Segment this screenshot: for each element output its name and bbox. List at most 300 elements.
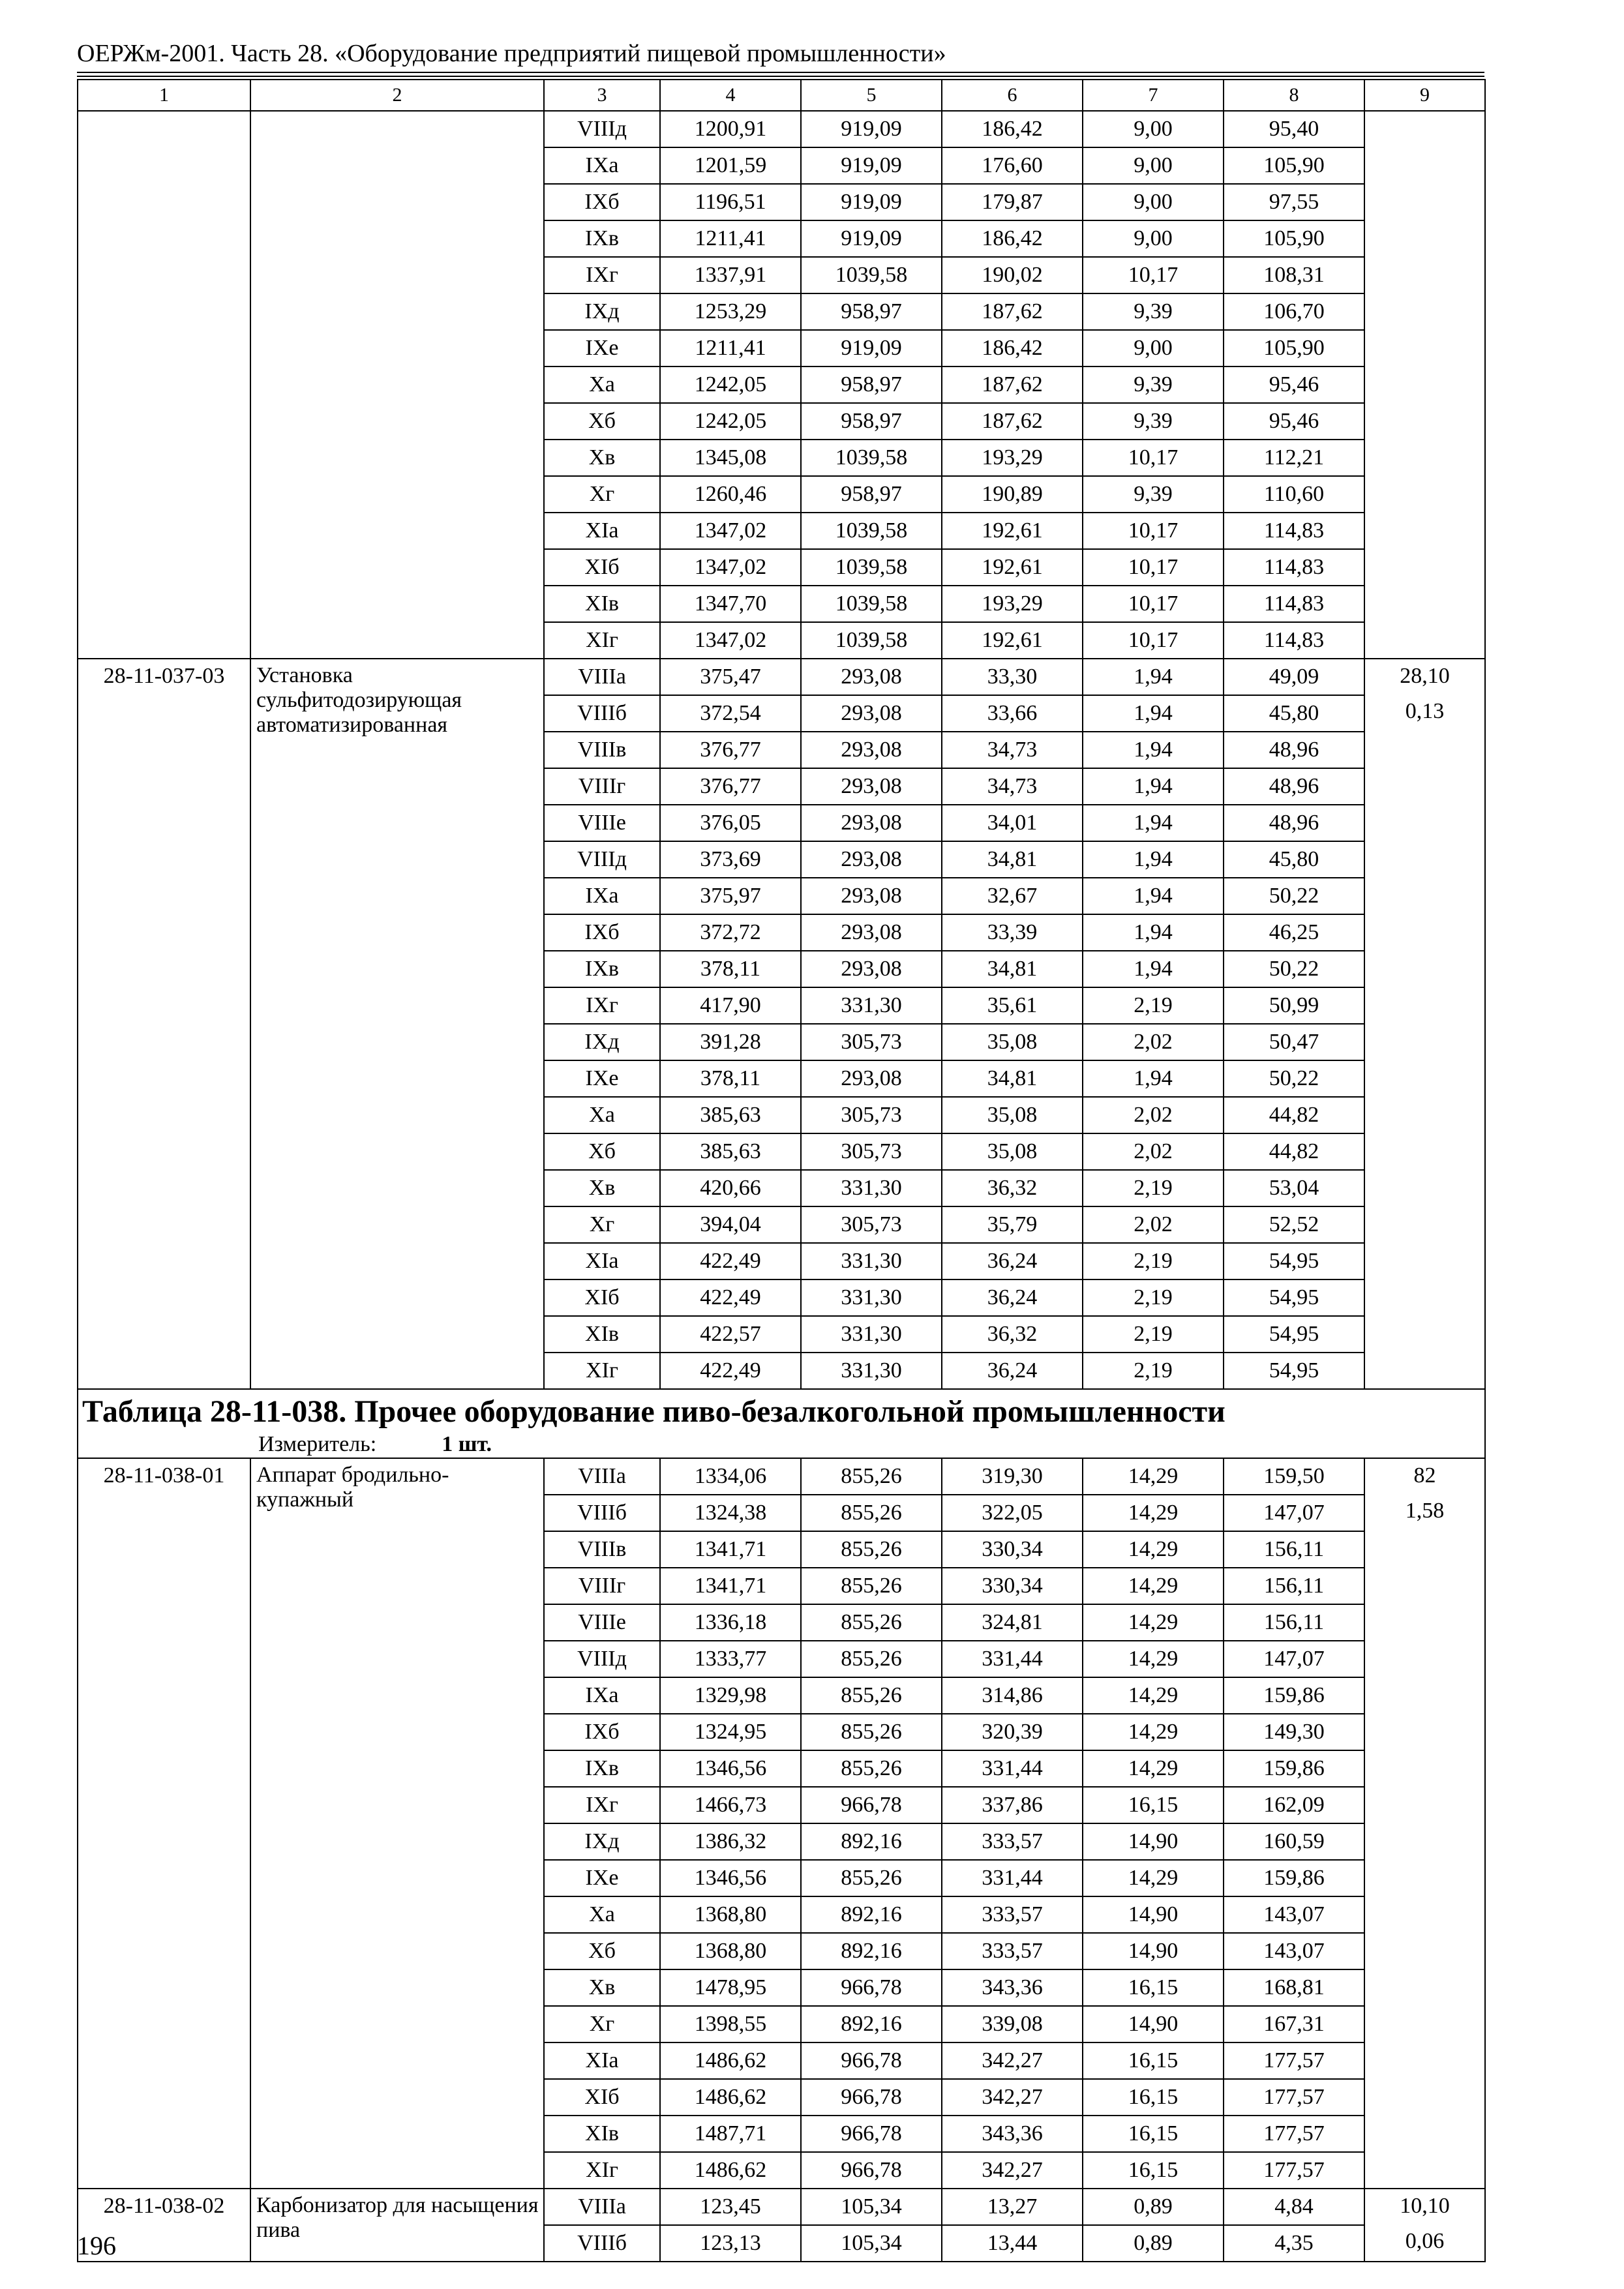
driver-wages-cell: 10,17 [1083,549,1224,586]
wages-cell: 855,26 [801,1750,942,1787]
total-cost-cell: 1200,91 [660,111,801,147]
wages-cell: 105,34 [801,2189,942,2225]
zone-cell: IXд [544,293,660,330]
wages-cell: 305,73 [801,1133,942,1170]
zone-cell: Xб [544,1133,660,1170]
wages-cell: 919,09 [801,330,942,367]
total-cost-cell: 1341,71 [660,1568,801,1604]
column-number: 5 [801,80,942,111]
total-cost-cell: 376,05 [660,805,801,841]
machine-cost-cell: 36,24 [942,1353,1083,1389]
machinist-hours [1365,147,1484,182]
wages-cell: 305,73 [801,1097,942,1133]
materials-cell: 159,86 [1224,1750,1364,1787]
materials-cell: 44,82 [1224,1133,1364,1170]
page-number: 196 [77,2231,116,2260]
labor-cell [1364,2189,1485,2262]
wages-cell: 855,26 [801,1641,942,1677]
wages-cell: 966,78 [801,1787,942,1823]
materials-cell: 177,57 [1224,2079,1364,2116]
materials-cell: 50,47 [1224,1024,1364,1060]
machine-cost-cell: 187,62 [942,367,1083,403]
total-cost-cell: 376,77 [660,768,801,805]
driver-wages-cell: 1,94 [1083,732,1224,768]
column-number: 9 [1364,80,1485,111]
driver-wages-cell: 16,15 [1083,2079,1224,2116]
meter-line [82,1431,1481,1458]
wages-cell: 331,30 [801,1279,942,1316]
wages-cell: 958,97 [801,293,942,330]
materials-cell: 147,07 [1224,1641,1364,1677]
zone-cell: IXе [544,1060,660,1097]
driver-wages-cell: 9,39 [1083,367,1224,403]
meter-value: 1 шт. [442,1432,492,1456]
column-number: 1 [78,80,250,111]
zone-cell: IXв [544,220,660,257]
total-cost-cell: 1386,32 [660,1823,801,1860]
materials-cell: 54,95 [1224,1243,1364,1279]
driver-wages-cell: 14,90 [1083,1896,1224,1933]
materials-cell: 48,96 [1224,768,1364,805]
table-title: Таблица 28-11-038. Прочее оборудование пиво-безалкогольной промышленности [82,1394,1226,1429]
materials-cell: 95,46 [1224,367,1364,403]
wages-cell: 966,78 [801,2116,942,2152]
column-number: 6 [942,80,1083,111]
materials-cell: 110,60 [1224,476,1364,513]
driver-wages-cell: 14,90 [1083,1933,1224,1969]
materials-cell: 97,55 [1224,184,1364,220]
item-name: Карбонизатор для насыщения пива [250,2189,544,2262]
zone-cell: Xб [544,1933,660,1969]
total-cost-cell: 417,90 [660,987,801,1024]
machine-cost-cell: 331,44 [942,1750,1083,1787]
total-cost-cell: 1196,51 [660,184,801,220]
total-cost-cell: 1211,41 [660,330,801,367]
materials-cell: 50,22 [1224,878,1364,914]
machinist-hours: 0,13 [1405,699,1445,723]
materials-cell: 4,84 [1224,2189,1364,2225]
total-cost-cell: 1486,62 [660,2042,801,2079]
zone-cell: XIб [544,1279,660,1316]
driver-wages-cell: 2,02 [1083,1097,1224,1133]
materials-cell: 105,90 [1224,330,1364,367]
materials-cell: 54,95 [1224,1279,1364,1316]
labor-hours: 28,10 [1400,664,1450,688]
materials-cell: 159,86 [1224,1677,1364,1714]
materials-cell: 48,96 [1224,805,1364,841]
materials-cell: 49,09 [1224,659,1364,695]
total-cost-cell: 422,49 [660,1243,801,1279]
rates-table [77,79,1486,2262]
driver-wages-cell: 14,29 [1083,1750,1224,1787]
materials-cell: 143,07 [1224,1933,1364,1969]
machine-cost-cell: 190,02 [942,257,1083,293]
wages-cell: 293,08 [801,1060,942,1097]
total-cost-cell: 422,57 [660,1316,801,1353]
zone-cell: IXг [544,1787,660,1823]
wages-cell: 855,26 [801,1458,942,1495]
zone-cell: XIб [544,2079,660,2116]
machine-cost-cell: 33,66 [942,695,1083,732]
zone-cell: IXд [544,1024,660,1060]
machine-cost-cell: 186,42 [942,220,1083,257]
materials-cell: 44,82 [1224,1097,1364,1133]
driver-wages-cell: 9,00 [1083,111,1224,147]
total-cost-cell: 378,11 [660,951,801,987]
machinist-hours: 0,06 [1405,2229,1445,2253]
total-cost-cell: 422,49 [660,1353,801,1389]
machine-cost-cell: 179,87 [942,184,1083,220]
wages-cell: 1039,58 [801,440,942,476]
driver-wages-cell: 2,19 [1083,1279,1224,1316]
wages-cell: 855,26 [801,1677,942,1714]
machine-cost-cell: 322,05 [942,1495,1083,1531]
page-header: ОЕРЖм-2001. Часть 28. «Оборудование предприятий пищевой промышленности» [77,40,946,67]
item-code: 28-11-037-03 [78,659,250,1389]
materials-cell: 50,99 [1224,987,1364,1024]
materials-cell: 114,83 [1224,586,1364,622]
wages-cell: 966,78 [801,2079,942,2116]
driver-wages-cell: 2,02 [1083,1206,1224,1243]
machine-cost-cell: 342,27 [942,2042,1083,2079]
machine-cost-cell: 343,36 [942,2116,1083,2152]
total-cost-cell: 1334,06 [660,1458,801,1495]
zone-cell: VIIIб [544,1495,660,1531]
wages-cell: 293,08 [801,732,942,768]
zone-cell: VIIIд [544,841,660,878]
driver-wages-cell: 14,90 [1083,1823,1224,1860]
driver-wages-cell: 1,94 [1083,841,1224,878]
machine-cost-cell: 190,89 [942,476,1083,513]
zone-cell: IXв [544,951,660,987]
wages-cell: 966,78 [801,2042,942,2079]
wages-cell: 331,30 [801,1353,942,1389]
materials-cell: 114,83 [1224,513,1364,549]
machine-cost-cell: 192,61 [942,622,1083,659]
machine-cost-cell: 34,73 [942,732,1083,768]
materials-cell: 167,31 [1224,2006,1364,2042]
materials-cell: 168,81 [1224,1969,1364,2006]
wages-cell: 855,26 [801,1531,942,1568]
zone-cell: IXб [544,1714,660,1750]
driver-wages-cell: 1,94 [1083,951,1224,987]
labor-cell [1364,659,1485,1389]
materials-cell: 108,31 [1224,257,1364,293]
zone-cell: Xг [544,2006,660,2042]
machine-cost-cell: 331,44 [942,1641,1083,1677]
driver-wages-cell: 14,29 [1083,1641,1224,1677]
wages-cell: 293,08 [801,659,942,695]
wages-cell: 293,08 [801,805,942,841]
materials-cell: 147,07 [1224,1495,1364,1531]
driver-wages-cell: 9,00 [1083,220,1224,257]
machine-cost-cell: 32,67 [942,878,1083,914]
zone-cell: VIIIв [544,732,660,768]
wages-cell: 1039,58 [801,549,942,586]
zone-cell: XIв [544,2116,660,2152]
total-cost-cell: 385,63 [660,1097,801,1133]
driver-wages-cell: 1,94 [1083,1060,1224,1097]
wages-cell: 919,09 [801,184,942,220]
machine-cost-cell: 337,86 [942,1787,1083,1823]
machine-cost-cell: 35,61 [942,987,1083,1024]
zone-cell: Xа [544,1896,660,1933]
machine-cost-cell: 186,42 [942,111,1083,147]
driver-wages-cell: 14,29 [1083,1495,1224,1531]
total-cost-cell: 385,63 [660,1133,801,1170]
zone-cell: XIв [544,1316,660,1353]
wages-cell: 293,08 [801,768,942,805]
zone-cell: VIIIб [544,695,660,732]
wages-cell: 1039,58 [801,257,942,293]
total-cost-cell: 1478,95 [660,1969,801,2006]
total-cost-cell: 378,11 [660,1060,801,1097]
driver-wages-cell: 10,17 [1083,513,1224,549]
machine-cost-cell: 13,27 [942,2189,1083,2225]
driver-wages-cell: 2,02 [1083,1024,1224,1060]
zone-cell: IXа [544,878,660,914]
labor-hours: 82 [1413,1463,1436,1488]
zone-cell: XIг [544,2152,660,2189]
materials-cell: 106,70 [1224,293,1364,330]
total-cost-cell: 1486,62 [660,2152,801,2189]
item-name [250,111,544,659]
column-number: 8 [1224,80,1364,111]
zone-cell: XIа [544,513,660,549]
materials-cell: 95,40 [1224,111,1364,147]
machine-cost-cell: 34,81 [942,951,1083,987]
table-row [78,659,1485,695]
total-cost-cell: 375,97 [660,878,801,914]
total-cost-cell: 1345,08 [660,440,801,476]
materials-cell: 46,25 [1224,914,1364,951]
driver-wages-cell: 14,29 [1083,1604,1224,1641]
zone-cell: IXе [544,330,660,367]
machine-cost-cell: 33,30 [942,659,1083,695]
wages-cell: 919,09 [801,147,942,184]
total-cost-cell: 1324,38 [660,1495,801,1531]
wages-cell: 331,30 [801,1170,942,1206]
driver-wages-cell: 16,15 [1083,1969,1224,2006]
materials-cell: 159,50 [1224,1458,1364,1495]
machine-cost-cell: 35,08 [942,1133,1083,1170]
wages-cell: 892,16 [801,2006,942,2042]
item-name: Аппарат бродильно-купажный [250,1458,544,2189]
zone-cell: IXд [544,1823,660,1860]
item-name: Установка сульфитодозирующая автоматизированная [250,659,544,1389]
total-cost-cell: 1333,77 [660,1641,801,1677]
wages-cell: 293,08 [801,951,942,987]
machine-cost-cell: 333,57 [942,1933,1083,1969]
driver-wages-cell: 10,17 [1083,586,1224,622]
machine-cost-cell: 33,39 [942,914,1083,951]
header-rule [77,72,1484,73]
materials-cell: 156,11 [1224,1604,1364,1641]
machine-cost-cell: 342,27 [942,2079,1083,2116]
wages-cell: 919,09 [801,220,942,257]
table-title-row [78,1389,1485,1458]
driver-wages-cell: 10,17 [1083,257,1224,293]
wages-cell: 966,78 [801,1969,942,2006]
driver-wages-cell: 1,94 [1083,914,1224,951]
driver-wages-cell: 2,19 [1083,987,1224,1024]
zone-cell: VIIIа [544,2189,660,2225]
wages-cell: 305,73 [801,1206,942,1243]
driver-wages-cell: 14,29 [1083,1458,1224,1495]
driver-wages-cell: 0,89 [1083,2189,1224,2225]
table-row [78,111,1485,147]
wages-cell: 305,73 [801,1024,942,1060]
materials-cell: 177,57 [1224,2152,1364,2189]
column-number: 7 [1083,80,1224,111]
total-cost-cell: 420,66 [660,1170,801,1206]
wages-cell: 1039,58 [801,622,942,659]
zone-cell: Xа [544,367,660,403]
materials-cell: 177,57 [1224,2116,1364,2152]
total-cost-cell: 1347,70 [660,586,801,622]
zone-cell: IXб [544,184,660,220]
zone-cell: VIIIб [544,2225,660,2262]
driver-wages-cell: 0,89 [1083,2225,1224,2262]
total-cost-cell: 1486,62 [660,2079,801,2116]
machine-cost-cell: 330,34 [942,1568,1083,1604]
wages-cell: 293,08 [801,841,942,878]
total-cost-cell: 123,45 [660,2189,801,2225]
zone-cell: XIв [544,586,660,622]
materials-cell: 177,57 [1224,2042,1364,2079]
meter-label: Измеритель: [258,1432,377,1456]
total-cost-cell: 391,28 [660,1024,801,1060]
zone-cell: Xг [544,476,660,513]
total-cost-cell: 1260,46 [660,476,801,513]
total-cost-cell: 1398,55 [660,2006,801,2042]
total-cost-cell: 1368,80 [660,1896,801,1933]
total-cost-cell: 1253,29 [660,293,801,330]
wages-cell: 958,97 [801,367,942,403]
zone-cell: Xв [544,1969,660,2006]
machine-cost-cell: 319,30 [942,1458,1083,1495]
labor-hours [1365,112,1484,147]
machine-cost-cell: 342,27 [942,2152,1083,2189]
materials-cell: 160,59 [1224,1823,1364,1860]
zone-cell: XIа [544,1243,660,1279]
wages-cell: 105,34 [801,2225,942,2262]
zone-cell: XIа [544,2042,660,2079]
materials-cell: 112,21 [1224,440,1364,476]
total-cost-cell: 394,04 [660,1206,801,1243]
total-cost-cell: 1324,95 [660,1714,801,1750]
zone-cell: VIIIа [544,1458,660,1495]
materials-cell: 156,11 [1224,1568,1364,1604]
materials-cell: 149,30 [1224,1714,1364,1750]
column-number: 4 [660,80,801,111]
driver-wages-cell: 2,02 [1083,1133,1224,1170]
item-code: 28-11-038-01 [78,1458,250,2189]
total-cost-cell: 375,47 [660,659,801,695]
wages-cell: 958,97 [801,476,942,513]
machine-cost-cell: 193,29 [942,440,1083,476]
zone-cell: IXб [544,914,660,951]
materials-cell: 95,46 [1224,403,1364,440]
driver-wages-cell: 16,15 [1083,2042,1224,2079]
zone-cell: VIIIе [544,805,660,841]
machine-cost-cell: 331,44 [942,1860,1083,1896]
driver-wages-cell: 9,00 [1083,330,1224,367]
driver-wages-cell: 1,94 [1083,659,1224,695]
total-cost-cell: 1341,71 [660,1531,801,1568]
driver-wages-cell: 14,29 [1083,1860,1224,1896]
zone-cell: Xг [544,1206,660,1243]
wages-cell: 293,08 [801,914,942,951]
wages-cell: 293,08 [801,695,942,732]
materials-cell: 53,04 [1224,1170,1364,1206]
wages-cell: 855,26 [801,1714,942,1750]
driver-wages-cell: 10,17 [1083,622,1224,659]
total-cost-cell: 372,72 [660,914,801,951]
total-cost-cell: 1346,56 [660,1750,801,1787]
driver-wages-cell: 16,15 [1083,1787,1224,1823]
labor-cell [1364,111,1485,659]
total-cost-cell: 1242,05 [660,403,801,440]
zone-cell: IXв [544,1750,660,1787]
zone-cell: Xв [544,1170,660,1206]
zone-cell: VIIIг [544,768,660,805]
machine-cost-cell: 34,81 [942,1060,1083,1097]
zone-cell: XIг [544,1353,660,1389]
machine-cost-cell: 36,32 [942,1316,1083,1353]
materials-cell: 114,83 [1224,549,1364,586]
labor-cell [1364,1458,1485,2189]
driver-wages-cell: 2,19 [1083,1243,1224,1279]
total-cost-cell: 1368,80 [660,1933,801,1969]
driver-wages-cell: 16,15 [1083,2116,1224,2152]
column-number: 2 [250,80,544,111]
materials-cell: 4,35 [1224,2225,1364,2262]
zone-cell: VIIIв [544,1531,660,1568]
materials-cell: 50,22 [1224,1060,1364,1097]
total-cost-cell: 1487,71 [660,2116,801,2152]
wages-cell: 855,26 [801,1604,942,1641]
materials-cell: 54,95 [1224,1316,1364,1353]
driver-wages-cell: 9,39 [1083,403,1224,440]
materials-cell: 162,09 [1224,1787,1364,1823]
driver-wages-cell: 9,39 [1083,476,1224,513]
materials-cell: 45,80 [1224,695,1364,732]
header-rule-2 [77,76,1484,77]
driver-wages-cell: 14,29 [1083,1677,1224,1714]
driver-wages-cell: 10,17 [1083,440,1224,476]
machine-cost-cell: 34,01 [942,805,1083,841]
driver-wages-cell: 9,00 [1083,147,1224,184]
total-cost-cell: 1211,41 [660,220,801,257]
total-cost-cell: 1242,05 [660,367,801,403]
zone-cell: IXа [544,147,660,184]
machine-cost-cell: 324,81 [942,1604,1083,1641]
materials-cell: 52,52 [1224,1206,1364,1243]
driver-wages-cell: 1,94 [1083,805,1224,841]
machine-cost-cell: 193,29 [942,586,1083,622]
machine-cost-cell: 320,39 [942,1714,1083,1750]
machine-cost-cell: 35,79 [942,1206,1083,1243]
total-cost-cell: 1329,98 [660,1677,801,1714]
zone-cell: Xа [544,1097,660,1133]
zone-cell: Xб [544,403,660,440]
total-cost-cell: 1347,02 [660,513,801,549]
wages-cell: 855,26 [801,1495,942,1531]
column-number: 3 [544,80,660,111]
machine-cost-cell: 36,24 [942,1279,1083,1316]
materials-cell: 143,07 [1224,1896,1364,1933]
